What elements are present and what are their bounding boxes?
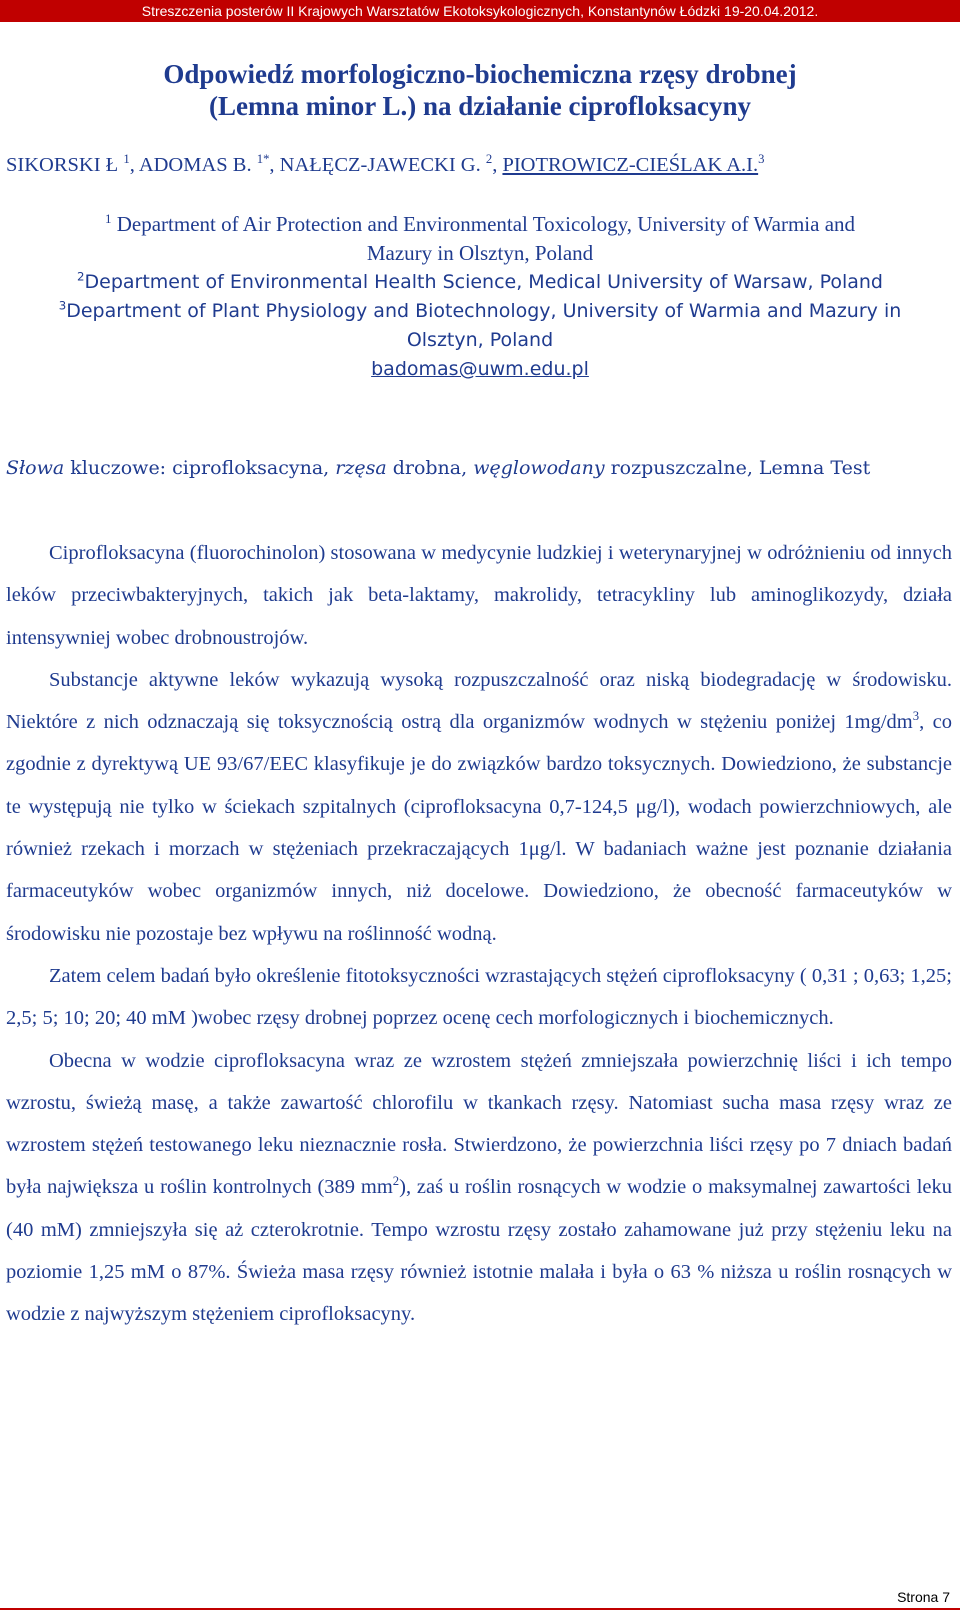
keywords-word-5: węglowodany	[473, 457, 605, 479]
affiliation-1-line-1: Department of Air Protection and Environmental Toxicology, University of Warmia and	[116, 212, 856, 236]
author-3: NAŁĘCZ-JAWECKI G.	[279, 154, 481, 176]
abstract-body	[6, 532, 952, 1336]
paragraph-2	[6, 659, 952, 955]
paragraph-4-superscript: 2	[392, 1174, 400, 1189]
author-4: PIOTROWICZ-CIEŚLAK A.I.	[502, 154, 759, 176]
affiliation-2	[0, 268, 960, 297]
affiliation-3-line-1: Department of Plant Physiology and Biotechnology, University of Warmia and Mazury in	[66, 300, 902, 322]
author-1-affil: 1	[123, 152, 130, 167]
author-2: ADOMAS B.	[138, 154, 252, 176]
affiliation-2-text: Department of Environmental Health Science, Medical University of Warsaw, Poland	[84, 271, 883, 293]
paper-title	[0, 58, 960, 122]
page-number: Strona 7	[897, 1589, 950, 1605]
contact-email-link[interactable]: badomas@uwm.edu.pl	[371, 358, 589, 380]
paragraph-4-part-a: Obecna w wodzie ciprofloksacyna wraz ze wzrostem stężeń zmniejszała powierzchnię liści i ich tempo wzrostu, świeżą masę, a także zawartość chlorofilu w tkankach rzęsy. Natomiast sucha masa rzęsy wraz ze wzrostem stężeń testowanego leku nieznacznie rosła. Stwierdzono, że powierzchnia liści rzęsy po 7 dniach badań była największa u roślin kontrolnych (389 mm	[6, 1049, 952, 1199]
affiliation-3	[0, 297, 960, 326]
affiliation-1-line-2: Mazury in Olsztyn, Poland	[366, 241, 594, 265]
paragraph-1: Ciprofloksacyna (fluorochinolon) stosowana w medycynie ludzkiej i weterynaryjnej w odróżnieniu od innych leków przeciwbakteryjnych, takich jak beta-laktamy, makrolidy, tetracykliny lub aminoglikozydy, działa intensywniej wobec drobnoustrojów.	[6, 542, 952, 649]
title-line-1: Odpowiedź morfologiczno-biochemiczna rzęsy drobnej	[163, 59, 797, 89]
keywords-word-1: Słowa	[6, 457, 65, 479]
footer-rule	[0, 1608, 960, 1610]
affiliation-3-line-2: Olsztyn, Poland	[406, 329, 554, 351]
paragraph-2-part-b: , co zgodnie z dyrektywą UE 93/67/EEC klasyfikuje je do związków bardzo toksycznych. Dowiedziono, że substancje te występują nie tylko w ściekach szpitalnych (ciprofloksacyna 0,7-124,5 μg/l), wodach powierzchniowych, ale również rzekach i morzach w stężeniach przekraczających 1μg/l. W badaniach ważne jest poznanie działania farmaceutyków wobec organizmów innych, niż docelowe. Dowiedziono, że obecność farmaceutyków w środowisku nie pozostaje bez wpływu na roślinność wodną.	[6, 711, 952, 945]
keywords	[6, 455, 954, 481]
affiliation-3-number: 3	[58, 298, 67, 313]
paragraph-4	[6, 1040, 952, 1336]
paragraph-3: Zatem celem badań było określenie fitotoksyczności wzrastających stężeń ciprofloksacyny ( 0,31 ; 0,63; 1,25; 2,5; 5; 10; 20; 40 mM )wobec rzęsy drobnej poprzez ocenę cech morfologicznych i biochemicznych.	[6, 964, 952, 1030]
title-line-2: (Lemna minor L.) na działanie ciprofloksacyny	[208, 91, 752, 121]
keywords-part-2: kluczowe: ciprofloksacyna,	[64, 457, 336, 479]
affiliations	[0, 210, 960, 384]
author-2-affil: 1*	[256, 152, 270, 167]
affiliation-1-number: 1	[104, 211, 112, 226]
author-3-affil: 2	[485, 152, 493, 167]
author-list: SIKORSKI Ł $^1$, ADOMAS B. $^{1*}$, NAŁĘCZ-JAWECKI G. $^2$, PIOTROWICZ-CIEŚLAK A.I.$^3$	[6, 152, 765, 176]
keywords-part-6: rozpuszczalne, Lemna Test	[604, 457, 871, 479]
affiliation-1	[0, 210, 960, 239]
keywords-part-4: drobna,	[386, 457, 474, 479]
author-1: SIKORSKI Ł	[6, 154, 119, 176]
paragraph-2-part-a: Substancje aktywne leków wykazują wysoką rozpuszczalność oraz niską biodegradację w środowisku. Niektóre z nich odznaczają się toksycznością ostrą dla organizmów wodnych w stężeniu poniżej 1mg/dm	[6, 668, 952, 734]
keywords-word-3: rzęsa	[335, 457, 387, 479]
paragraph-4-part-b: ), zaś u roślin rosnących w wodzie o maksymalnej zawartości leku (40 mM) zmniejszyła się aż czterokrotnie. Tempo wzrostu rzęsy zostało zahamowane już przy stężeniu leku na poziomie 1,25 mM o 87%. Świeża masa rzęsy również istotnie malała i była o 63 % niższa u roślin rosnących w wodzie z najwyższym stężeniem ciprofloksacyny.	[6, 1176, 952, 1326]
author-4-affil: 3	[758, 152, 765, 167]
header-banner: Streszczenia posterów II Krajowych Warsztatów Ekotoksykologicznych, Konstantynów Łódzki 19-20.04.2012.	[0, 0, 960, 22]
paragraph-2-superscript: 3	[912, 709, 920, 724]
affiliation-2-number: 2	[77, 269, 85, 284]
